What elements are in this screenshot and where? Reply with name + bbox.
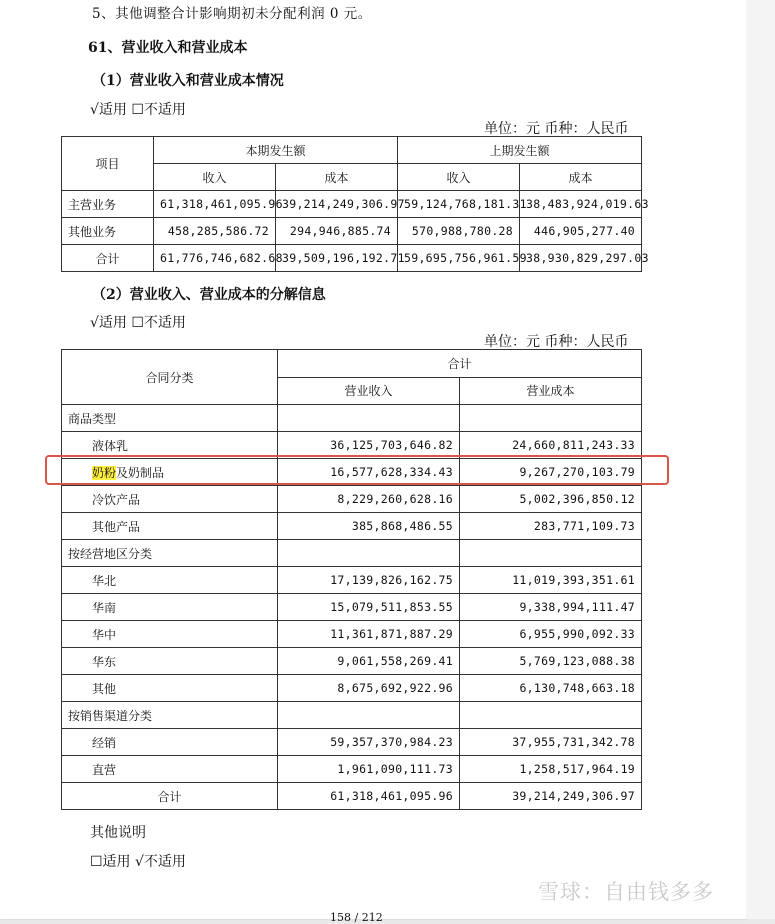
cell-value: 11,019,393,351.61: [460, 567, 642, 594]
revenue-cost-table: [61, 136, 649, 272]
cell-value: 9,061,558,269.41: [278, 648, 460, 675]
subsection-1-applicability: √适用 ☐不适用: [90, 102, 186, 118]
cell-value: 61,776,746,682.68: [154, 245, 276, 272]
table-row: [62, 486, 642, 513]
subsection-1-unit: 单位：元 币种：人民币: [484, 121, 629, 137]
watermark: 雪球：自由钱多多: [538, 880, 714, 904]
row-label: 合计: [62, 245, 154, 272]
highlight-annotation-box: [45, 455, 669, 485]
cell-value: 37,955,731,342.78: [460, 729, 642, 756]
row-label-rest: 及奶制品: [116, 465, 165, 480]
table-row: [62, 191, 642, 218]
revenue-header: 收入: [398, 164, 520, 191]
group-row: [62, 405, 642, 432]
cell-value: 8,229,260,628.16: [278, 486, 460, 513]
cost-header: 营业成本: [460, 377, 642, 405]
cell-value: 59,695,756,961.59: [398, 245, 520, 272]
page-number: 158 / 212: [330, 911, 383, 924]
row-label: 主营业务: [62, 191, 154, 218]
cost-header: 成本: [276, 164, 398, 191]
row-label: 华南: [62, 594, 278, 621]
other-note-title: 其他说明: [90, 825, 146, 841]
table-row: [62, 648, 642, 675]
group-label: 按经营地区分类: [62, 540, 278, 567]
total-row: [62, 783, 642, 810]
section-title: 61、营业收入和营业成本: [88, 40, 248, 56]
table-row: [62, 621, 642, 648]
group-row: [62, 540, 642, 567]
cell-value: 38,930,829,297.03: [520, 245, 642, 272]
other-note-applicability: ☐适用 √不适用: [90, 854, 186, 870]
highlighted-text: 奶粉: [92, 465, 117, 480]
item-header: 项目: [62, 137, 154, 191]
subsection-2-unit: 单位：元 币种：人民币: [484, 334, 629, 350]
cell-value: 6,130,748,663.18: [460, 675, 642, 702]
cell-value: 15,079,511,853.55: [278, 594, 460, 621]
table-row: [62, 245, 642, 272]
row-label: 华东: [62, 648, 278, 675]
cell-value: 1,961,090,111.73: [278, 756, 460, 783]
row-label: 经销: [62, 729, 278, 756]
cell-value: 39,214,249,306.97: [460, 783, 642, 810]
cell-value: 294,946,885.74: [276, 218, 398, 245]
category-header: 合同分类: [62, 350, 278, 405]
row-label: 华中: [62, 621, 278, 648]
prior-period-header: 上期发生额: [398, 137, 642, 164]
breakdown-table: [61, 349, 642, 810]
row-label: 其他: [62, 675, 278, 702]
total-label: 合计: [62, 783, 278, 810]
row-label: 其他业务: [62, 218, 154, 245]
row-label: 直营: [62, 756, 278, 783]
group-label: 商品类型: [62, 405, 278, 432]
group-row: [62, 702, 642, 729]
revenue-header: 收入: [154, 164, 276, 191]
cell-value: 8,675,692,922.96: [278, 675, 460, 702]
viewer-background: [746, 0, 775, 919]
table-row: [62, 594, 642, 621]
subsection-2-title: （2）营业收入、营业成本的分解信息: [92, 287, 326, 303]
cell-value: 570,988,780.28: [398, 218, 520, 245]
row-label: 华北: [62, 567, 278, 594]
cell-value: 59,124,768,181.31: [398, 191, 520, 218]
cell-value: 39,509,196,192.71: [276, 245, 398, 272]
cell-value: 6,955,990,092.33: [460, 621, 642, 648]
table-row: [62, 567, 642, 594]
cell-value: 38,483,924,019.63: [520, 191, 642, 218]
cell-value: 5,002,396,850.12: [460, 486, 642, 513]
subsection-2-applicability: √适用 ☐不适用: [90, 315, 186, 331]
cell-value: 16,577,628,334.43: [278, 459, 460, 486]
top-line: 5、其他调整合计影响期初未分配利润 0 元。: [92, 6, 372, 22]
row-label: 冷饮产品: [62, 486, 278, 513]
cell-value: 9,338,994,111.47: [460, 594, 642, 621]
subsection-1-title: （1）营业收入和营业成本情况: [92, 73, 284, 89]
cell-value: 385,868,486.55: [278, 513, 460, 540]
group-label: 按销售渠道分类: [62, 702, 278, 729]
cell-value: 446,905,277.40: [520, 218, 642, 245]
cell-value: 17,139,826,162.75: [278, 567, 460, 594]
table-row: [62, 675, 642, 702]
cell-value: 24,660,811,243.33: [460, 432, 642, 459]
cell-value: 458,285,586.72: [154, 218, 276, 245]
cell-value: 9,267,270,103.79: [460, 459, 642, 486]
cell-value: 36,125,703,646.82: [278, 432, 460, 459]
cell-value: 11,361,871,887.29: [278, 621, 460, 648]
cell-value: 39,214,249,306.97: [276, 191, 398, 218]
row-label: 其他产品: [62, 513, 278, 540]
row-label: 液体乳: [62, 432, 278, 459]
cell-value: 61,318,461,095.96: [278, 783, 460, 810]
table-row: [62, 756, 642, 783]
cell-value: 61,318,461,095.96: [154, 191, 276, 218]
cell-value: 1,258,517,964.19: [460, 756, 642, 783]
cell-value: 283,771,109.73: [460, 513, 642, 540]
cell-value: 59,357,370,984.23: [278, 729, 460, 756]
table-row: [62, 513, 642, 540]
cell-value: 5,769,123,088.38: [460, 648, 642, 675]
table-row: [62, 729, 642, 756]
cost-header: 成本: [520, 164, 642, 191]
current-period-header: 本期发生额: [154, 137, 398, 164]
total-header: 合计: [278, 350, 642, 378]
revenue-header: 营业收入: [278, 377, 460, 405]
table-row: [62, 218, 642, 245]
